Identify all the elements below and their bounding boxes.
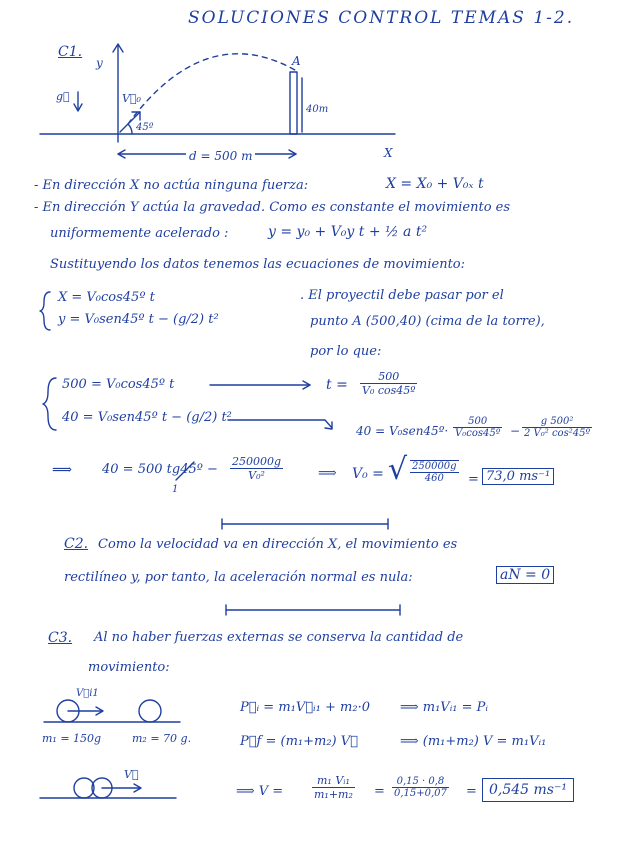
- c1-equation-y: y = y₀ + V₀y t + ½ a t²: [268, 224, 428, 240]
- v0-equals: =: [468, 472, 479, 487]
- c1-note-1: . El proyectil debe pasar por el: [300, 288, 504, 303]
- sys2-y: 40 = V₀sen45º t − (g/2) t²: [62, 410, 232, 425]
- c2-line-1: Como la velocidad va en dirección X, el movimiento es: [98, 537, 458, 552]
- v-fraction-2: $\frac{0,15 \cdot 0,8}{0,15+0,07}$: [394, 776, 447, 799]
- substitution-lhs: 40 = V₀sen45º·: [356, 424, 449, 438]
- sys1-x: X = V₀cos45º t: [58, 290, 155, 305]
- v-final-label: V⃗: [124, 768, 139, 781]
- ball-m2: [139, 700, 161, 722]
- c2-line-2: rectilíneo y, por tanto, la aceleración normal es nula:: [64, 570, 413, 585]
- v0-fraction: $\frac{250000g}{460}$: [412, 461, 457, 484]
- c1-line-1: - En dirección X no actúa ninguna fuerza:: [34, 178, 309, 193]
- tower: [290, 72, 297, 134]
- trajectory-curve: [128, 54, 295, 124]
- y-axis-label: y: [96, 56, 103, 70]
- substitution-fraction-2: $\frac{\text{g 500²}}{\text{2 V₀² cos²45º}}$: [524, 416, 591, 439]
- brace: [43, 378, 56, 430]
- sqrt-sign: √: [388, 452, 408, 487]
- result-lhs: 40 = 500 tg45º −: [102, 462, 218, 477]
- eq-pi-result: ⟹ m₁Vᵢ₁ = Pᵢ: [400, 700, 489, 715]
- section-label-c1: C1.: [58, 44, 83, 60]
- cancel-one: 1: [172, 484, 179, 495]
- c1-line-4: Sustituyendo los datos tenemos las ecuaciones de movimiento:: [50, 257, 466, 272]
- c1-note-3: por lo que:: [310, 344, 382, 359]
- x-axis-label: X: [384, 146, 393, 160]
- angle-label: 45º: [136, 122, 154, 133]
- point-a-label: A: [292, 54, 301, 68]
- v-lhs: ⟹ V =: [236, 784, 284, 799]
- sys2-x: 500 = V₀cos45º t: [62, 377, 175, 392]
- angle-arc: [128, 124, 132, 134]
- distance-label: d = 500 m: [186, 149, 255, 163]
- eq-pf: P⃗f = (m₁+m₂) V⃗: [240, 734, 358, 749]
- v-result-box: 0,545 ms⁻¹: [482, 778, 574, 802]
- implies-2: ⟹: [318, 466, 337, 481]
- c3-line-1: Al no haber fuerzas externas se conserva la cantidad de: [94, 630, 464, 645]
- c1-line-2: - En dirección Y actúa la gravedad. Como es constante el movimiento es: [34, 200, 511, 215]
- c1-line-3: uniformemente acelerado :: [50, 226, 229, 241]
- v0-lhs: V₀ =: [352, 466, 384, 482]
- section-label-c2: C2.: [64, 536, 89, 552]
- page-title: SOLUCIONES CONTROL TEMAS 1-2.: [188, 8, 575, 28]
- section-label-c3: C3.: [48, 630, 73, 646]
- gravity-label: g⃗: [56, 90, 70, 103]
- substitution-minus: −: [510, 424, 521, 438]
- brace: [40, 292, 50, 330]
- v-fraction-1: $\frac{\text{m₁ Vᵢ₁}}{\text{m₁+m₂}}$: [314, 774, 353, 801]
- eq-pf-result: ⟹ (m₁+m₂) V = m₁Vᵢ₁: [400, 734, 547, 749]
- t-lhs: t =: [326, 377, 348, 393]
- implies-1: ⟹: [52, 462, 73, 478]
- arrow-to-substitution: [228, 420, 332, 428]
- c3-line-2: movimiento:: [88, 660, 170, 675]
- c2-result-box: aN = 0: [496, 566, 554, 584]
- result-fraction: $\frac{250000g}{\text{V₀²}}$: [232, 455, 282, 482]
- m2-label: m₂ = 70 g.: [132, 732, 192, 745]
- c1-equation-x: X = X₀ + V₀ₓ t: [386, 176, 484, 192]
- v0-result-box: 73,0 ms⁻¹: [482, 468, 554, 485]
- vi1-label: V⃗i1: [76, 688, 99, 699]
- m1-label: m₁ = 150g: [42, 732, 102, 745]
- height-label: 40m: [306, 104, 329, 115]
- substitution-fraction-1: $\frac{500}{\text{V₀cos45º}}$: [455, 416, 501, 439]
- t-fraction: $\frac{500}{\text{V₀ cos45º}}$: [362, 370, 416, 397]
- eq-pi: P⃗ᵢ = m₁V⃗ᵢ₁ + m₂·0: [240, 700, 370, 715]
- v0-label: V⃗₀: [122, 92, 141, 105]
- ball-m1: [74, 778, 94, 798]
- c1-note-2: punto A (500,40) (cima de la torre),: [310, 314, 545, 329]
- v-equals-1: =: [374, 784, 385, 799]
- sys1-y: y = V₀sen45º t − (g/2) t²: [58, 312, 219, 327]
- v-equals-2: =: [466, 784, 477, 799]
